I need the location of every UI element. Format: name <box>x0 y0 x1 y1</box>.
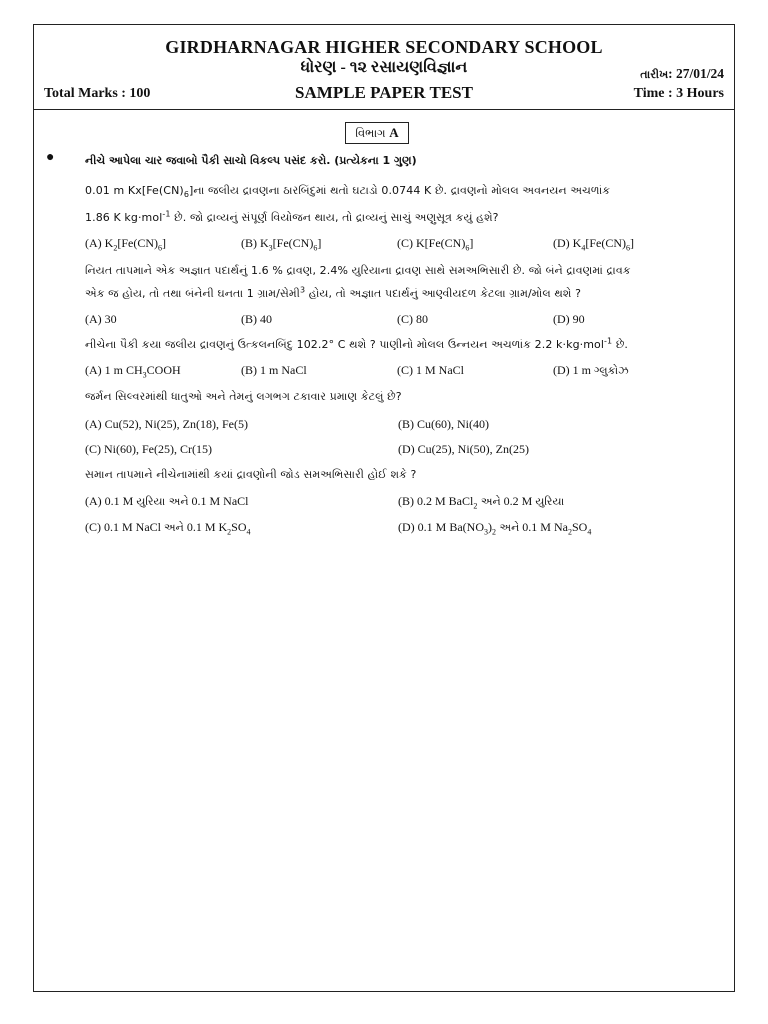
q2-option-c: (C) 80 <box>397 312 428 326</box>
q5-option-a-1: (A) 0.1 M <box>85 494 137 508</box>
date-label: તારીખ <box>640 68 669 81</box>
q1-option-a-text: (A) K <box>85 236 114 250</box>
q2-line2-a: એક જ હોય, તો તથા બંનેની ઘનતા 1 ગ્રામ/સેમી <box>85 287 300 300</box>
section-letter: A <box>389 125 399 140</box>
q3-option-b: (B) 1 m NaCl <box>241 363 307 377</box>
q5-option-d-sub2: 2 <box>492 527 496 537</box>
q5-option-d-3: અને <box>496 521 520 534</box>
q5-option-b-sub: 2 <box>473 501 478 511</box>
q3-option-c: (C) 1 M NaCl <box>397 363 464 377</box>
q5-option-c-1: (C) 0.1 M NaCl <box>85 520 164 534</box>
q5-option-d-sub1: 3 <box>484 527 488 537</box>
subject-title: ધોરણ - ૧૨ રસાયણવિજ્ઞાન <box>300 59 468 76</box>
q4-option-b: (B) Cu(60), Ni(40) <box>398 417 489 431</box>
q4-line1: જર્મન સિલ્વરમાંથી ધાતુઓ અને તેમનું લગભગ ટકાવાર પ્રમાણ કેટલું છે? <box>85 390 402 403</box>
q3-option-d-b: ગ્લુકોઝ <box>594 364 629 377</box>
bullet-icon: ● <box>46 150 55 165</box>
exam-date <box>640 66 724 82</box>
q5-option-d-sub4: 4 <box>587 527 592 537</box>
q1-line2-sup: -1 <box>162 209 171 219</box>
q1-option-a-sub1: 2 <box>113 243 118 253</box>
q5-option-d-sub3: 2 <box>567 527 572 537</box>
header-divider <box>34 109 734 110</box>
q3-line1-sup: -1 <box>604 336 613 346</box>
q1-option-d-mid: [Fe(CN) <box>585 236 626 250</box>
q5-option-b-1: (B) 0.2 M BaCl <box>398 494 474 508</box>
q1-line2-a: 1.86 K kg·mol <box>85 211 163 224</box>
q1-line2-b: છે. જો દ્રાવ્યનું સંપૂર્ણ વિયોજન થાય, તો દ્રાવ્યનું સાચું અણુસૂત્ર કયું હશે? <box>170 211 499 224</box>
q5-option-c-sub2: 4 <box>246 527 251 537</box>
q1-option-d-sub1: 4 <box>581 243 586 253</box>
q1-option-c-text: (C) K[Fe(CN) <box>397 236 466 250</box>
q5-option-d-4: 0.1 M Na <box>519 520 568 534</box>
q4-option-a: (A) Cu(52), Ni(25), Zn(18), Fe(5) <box>85 417 248 431</box>
q1-option-b: (B) $K_3[Fe(CN)_6]$ <box>241 236 322 253</box>
q5-option-d-2: ) <box>488 520 492 534</box>
q5-option-c-sub1: 2 <box>227 527 232 537</box>
q2-option-a: (A) 30 <box>85 312 117 326</box>
q3-line1 <box>85 338 628 352</box>
q2-line2-sup: 3 <box>299 285 306 295</box>
q5-line1: સમાન તાપમાને નીચેનામાંથી કયાં દ્રાવણોની જોડ સમઅભિસારી હોઈ શકે ? <box>85 468 417 481</box>
q3-option-a-b: COOH <box>146 363 181 377</box>
q2-option-b: (B) 40 <box>241 312 272 326</box>
date-value: : 27/01/24 <box>668 66 724 81</box>
test-title: SAMPLE PAPER TEST <box>295 83 473 102</box>
section-label <box>345 122 409 144</box>
q5-option-d-5: SO <box>571 520 588 534</box>
q1-line2 <box>85 211 499 225</box>
q5-option-a-3: 0.1 M NaCl <box>188 494 249 508</box>
q1-option-b-sub1: 3 <box>268 243 273 253</box>
q1-option-a: (A) $K_2[Fe(CN)_6]$ <box>85 236 166 253</box>
q2-line2 <box>85 287 581 301</box>
exam-time: Time : 3 Hours <box>633 86 724 101</box>
q5-option-c-2: અને <box>164 521 184 534</box>
q5-option-b-3: 0.2 M <box>500 494 536 508</box>
q3-option-a <box>85 363 181 378</box>
q1-option-b-sub2: 6 <box>313 243 318 253</box>
q1-option-a-mid: [Fe(CN) <box>117 236 158 250</box>
q5-option-b-2: અને <box>477 495 501 508</box>
total-marks: Total Marks : 100 <box>44 86 151 101</box>
q1-option-d-text: (D) K <box>553 236 582 250</box>
q5-option-d-1: (D) 0.1 M Ba(NO <box>398 520 484 534</box>
q5-option-d <box>398 520 591 535</box>
q1-option-b-mid: [Fe(CN) <box>272 236 314 250</box>
school-name: GIRDHARNAGAR HIGHER SECONDARY SCHOOL <box>165 37 603 57</box>
q5-option-b-4: યુરિયા <box>535 495 565 508</box>
q1-line1-b: ]ના જલીય દ્રાવણના ઠારબિંદુમાં થતો ઘટાડો 0.0744 K છે. દ્રાવણનો મોલલ અવનયન અચળાંક <box>189 184 611 197</box>
q1-option-d: (D) $K_4[Fe(CN)_6]$ <box>553 236 634 253</box>
q1-option-a-sub2: 6 <box>158 243 162 253</box>
q3-option-a-sub: 3 <box>142 370 147 380</box>
q3-line1-a: નીચેના પૈકી કયા જલીય દ્રાવણનું ઉત્કલનબિંદુ 102.2° C થશે ? પાણીનો મોલલ ઉન્નયન અચળાંક 2.2 k·kg·mol <box>85 338 605 351</box>
q1-line1 <box>85 184 610 198</box>
q5-option-a <box>85 494 249 509</box>
q1-line1-sub: 6 <box>183 190 190 200</box>
q1-option-b-text: (B) K <box>241 236 269 250</box>
q1-option-d-sub2: 6 <box>626 243 630 253</box>
q5-option-b <box>398 494 564 509</box>
q5-option-a-2: યુરિયા અને <box>136 495 189 508</box>
q3-option-a-text: (A) 1 m CH <box>85 363 143 377</box>
q1-option-c: (C) $K[Fe(CN)_6]$ <box>397 236 474 253</box>
q3-option-d <box>553 363 629 378</box>
q5-option-c <box>85 520 251 535</box>
q4-option-d: (D) Cu(25), Ni(50), Zn(25) <box>398 442 529 456</box>
q5-option-c-4: SO <box>231 520 247 534</box>
instruction-text: નીચે આપેલા ચાર જવાબો પૈકી સાચો વિકલ્પ પસંદ કરો. (પ્રત્યેકના 1 ગુણ) <box>85 154 417 167</box>
section-label-gu: વિભાગ <box>355 126 386 140</box>
q2-option-d: (D) 90 <box>553 312 585 326</box>
q1-line1-a: 0.01 m Kx[Fe(CN) <box>85 184 184 197</box>
q3-line1-b: છે. <box>612 338 629 351</box>
q2-line2-b: હોય, તો અજ્ઞાત પદાર્થનું આણ્વીયદળ કેટલા ગ્રામ/મોલ થશે ? <box>305 287 582 300</box>
q4-option-c: (C) Ni(60), Fe(25), Cr(15) <box>85 442 212 456</box>
paper-frame <box>33 24 735 992</box>
q5-option-c-3: 0.1 M K <box>183 520 228 534</box>
q2-line1: નિયત તાપમાને એક અજ્ઞાત પદાર્થનું 1.6 % દ્રાવણ, 2.4% યુરિયાના દ્રાવણ સાથે સમઅભિસારી છે. જો બંને દ્રાવણમાં દ્રાવક <box>85 264 631 277</box>
q1-option-c-sub: 6 <box>465 243 470 253</box>
q3-option-d-a: (D) 1 m <box>553 363 594 377</box>
